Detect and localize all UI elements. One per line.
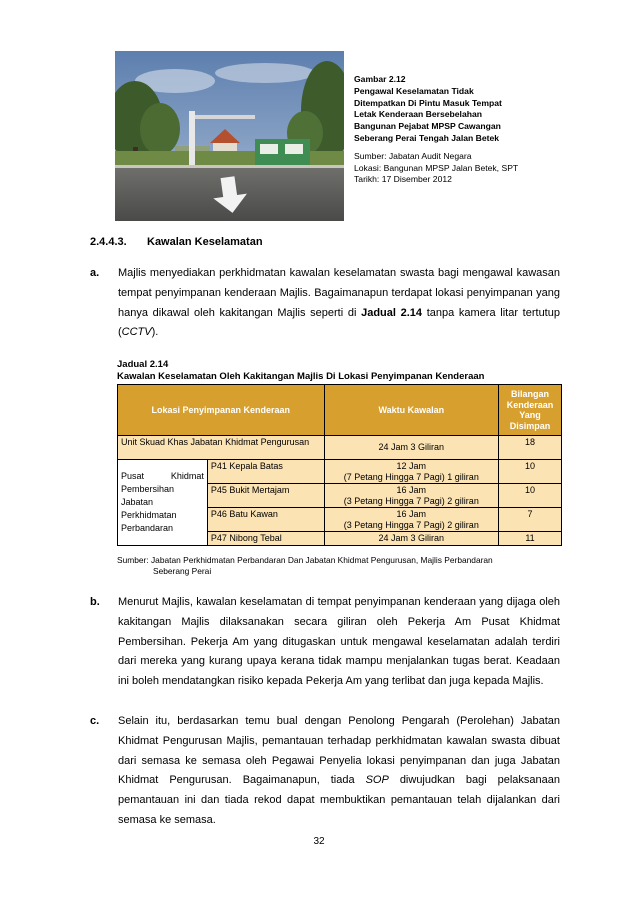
table-header-row — [118, 385, 562, 436]
paragraph-label: b. — [90, 596, 100, 608]
cell-site: P47 Nibong Tebal — [207, 532, 324, 546]
paragraph-c — [90, 712, 560, 831]
data-table — [117, 384, 562, 546]
figure-date: Tarikh: 17 Disember 2012 — [354, 174, 452, 185]
sop-term: SOP — [365, 774, 389, 787]
cell-time: 24 Jam 3 Giliran — [324, 436, 498, 460]
cell-count: 11 — [499, 532, 562, 546]
figure-title-line: Bangunan Pejabat MPSP Cawangan — [354, 121, 501, 132]
figure-title-line: Seberang Perai Tengah Jalan Betek — [354, 132, 500, 143]
table-reference: Jadual 2.14 — [361, 306, 423, 319]
cell-time: 16 Jam (3 Petang Hingga 7 Pagi) 2 giliran — [324, 508, 498, 532]
figure-title-line: Letak Kenderaan Bersebelahan — [354, 109, 483, 120]
figure-caption — [354, 74, 554, 186]
cell-group: Pusat Khidmat Pembersihan Jabatan Perkhidmatan Perbandaran — [118, 460, 208, 546]
table-row — [118, 460, 562, 484]
header-time: Waktu Kawalan — [324, 385, 498, 436]
figure-number: Gambar 2.12 — [354, 74, 406, 84]
table-row — [118, 436, 562, 460]
cell-time: 24 Jam 3 Giliran — [324, 532, 498, 546]
cell-count: 7 — [499, 508, 562, 532]
cell-site: P46 Batu Kawan — [207, 508, 324, 532]
paragraph-body: Menurut Majlis, kawalan keselamatan di tempat penyimpanan kenderaan yang dijaga oleh kakitangan Majlis dilaksanakan secara giliran oleh Pekerja Am Pusat Khidmat Pembersihan. Pekerja Am yang ditugaskan untuk mengawal keselamatan adalah terdiri dari mereka yang kurang upaya kerana tidak mampu menjalankan tugas berat. Keadaan ini boleh mendatangkan risiko kepada Pekerja Am yang terlibat dan juga kepada Majlis. — [118, 596, 560, 688]
table-title — [117, 359, 484, 382]
section-number: 2.4.4.3. — [90, 236, 127, 248]
page-number: 32 — [313, 836, 325, 847]
cell-site: P45 Bukit Mertajam — [207, 484, 324, 508]
table-source: Sumber: Jabatan Perkhidmatan Perbandaran Dan Jabatan Khidmat Pengurusan, Majlis Perbandaran Seberang Perai — [117, 555, 493, 576]
header-count: Bilangan Kenderaan Yang Disimpan — [499, 385, 562, 436]
section-title: Kawalan Keselamatan — [147, 236, 263, 248]
paragraph-a — [90, 264, 560, 343]
section-heading — [90, 236, 263, 248]
paragraph-body: Majlis menyediakan perkhidmatan kawalan keselamatan swasta bagi mengawal kawasan tempat penyimpanan kenderaan Majlis. Bagaimanapun terdapat lokasi penyimpanan yang hanya dikawal oleh kakitangan Majlis seperti di Jadual 2.14 tanpa kamera litar tertutup (CCTV). — [118, 267, 560, 339]
photo-parking-entrance — [115, 51, 344, 221]
header-location: Lokasi Penyimpanan Kenderaan — [118, 385, 325, 436]
paragraph-body: Selain itu, berdasarkan temu bual dengan Penolong Pengarah (Perolehan) Jabatan Khidmat Pengurusan Majlis, pemantauan terhadap perkhidmatan kawalan swasta dibuat dari semasa ke semasa oleh Pegawai Penyelia lokasi penyimpanan dan juga Jabatan Khidmat Pengurusan. Bagaimanapun, tiada SOP diwujudkan bagi pelaksanaan pemantauan ini dan tiada rekod dapat membuktikan pemantauan telah dijalankan dari semasa ke semasa. — [118, 715, 561, 826]
cell-time: 16 Jam (3 Petang Hingga 7 Pagi) 2 giliran — [324, 484, 498, 508]
cell-count: 18 — [499, 436, 562, 460]
cell-count: 10 — [499, 484, 562, 508]
paragraph-label: a. — [90, 267, 100, 279]
figure-photo — [115, 51, 344, 221]
cell-location: Unit Skuad Khas Jabatan Khidmat Pengurusan — [118, 436, 325, 460]
figure-source: Sumber: Jabatan Audit Negara — [354, 150, 472, 161]
cell-time: 12 Jam (7 Petang Hingga 7 Pagi) 1 giliran — [324, 460, 498, 484]
paragraph-label: c. — [90, 715, 100, 727]
table-number: Jadual 2.14 — [117, 359, 169, 370]
figure-location: Lokasi: Bangunan MPSP Jalan Betek, SPT — [354, 162, 519, 173]
figure-title-line: Pengawal Keselamatan Tidak — [354, 85, 474, 96]
cell-count: 10 — [499, 460, 562, 484]
table-subtitle: Kawalan Keselamatan Oleh Kakitangan Majlis Di Lokasi Penyimpanan Kenderaan — [117, 370, 485, 382]
cell-site: P41 Kepala Batas — [207, 460, 324, 484]
figure-title-line: Ditempatkan Di Pintu Masuk Tempat — [354, 97, 502, 108]
paragraph-b — [90, 593, 560, 692]
